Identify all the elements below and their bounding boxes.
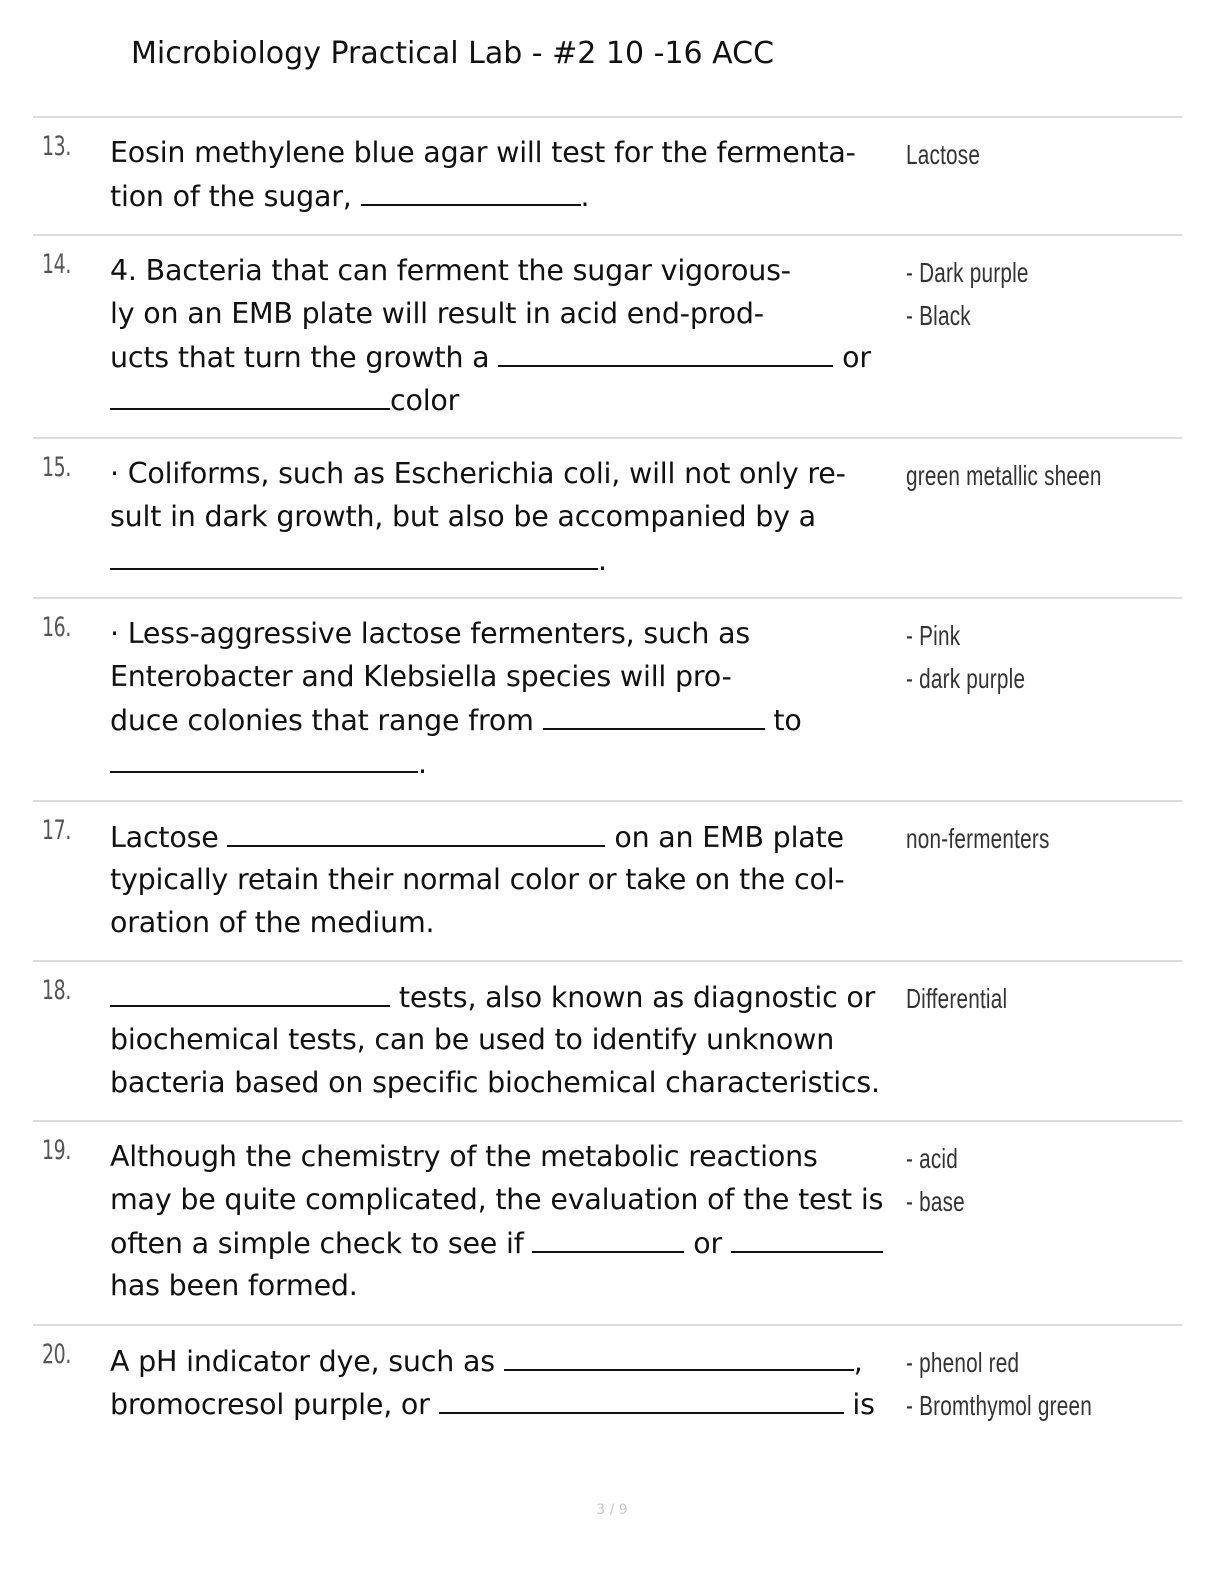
question-line xyxy=(110,1135,910,1178)
question-text-segment: or xyxy=(833,341,871,374)
question-text-segment: has been formed. xyxy=(110,1269,358,1302)
question-text-segment: or xyxy=(684,1227,731,1260)
answer-text: - phenol red xyxy=(906,1347,1020,1378)
row-divider xyxy=(33,1120,1182,1122)
question-number: 13. xyxy=(42,131,71,162)
question-line xyxy=(110,1061,910,1104)
answer-key xyxy=(906,251,1029,337)
question-text-segment: biochemical tests, can be used to identify unknown xyxy=(110,1023,835,1056)
question-number: 18. xyxy=(42,975,71,1006)
question-line xyxy=(110,655,910,698)
answer-key xyxy=(906,1341,1092,1427)
question-line xyxy=(110,698,910,741)
question-text-segment: Eosin methylene blue agar will test for the fermenta- xyxy=(110,136,856,169)
answer-blank xyxy=(504,1339,854,1371)
answer-text: Differential xyxy=(906,983,1008,1014)
question-text-segment: tests, also known as diagnostic or xyxy=(390,981,876,1014)
question-text xyxy=(110,131,910,217)
question-text-segment: bromocresol purple, or xyxy=(110,1388,439,1421)
question-text-segment: ly on an EMB plate will result in acid end-prod- xyxy=(110,297,764,330)
row-divider xyxy=(33,116,1182,118)
question-line xyxy=(110,495,910,538)
answer-text: - Bromthymol green xyxy=(906,1390,1092,1421)
question-line xyxy=(110,1382,910,1425)
question-line xyxy=(110,1221,910,1264)
answer-text: - acid xyxy=(906,1143,959,1174)
question-line xyxy=(110,538,910,581)
answer-blank xyxy=(227,815,605,847)
question-number: 20. xyxy=(42,1339,71,1370)
question-text-segment: · Coliforms, such as Escherichia coli, will not only re- xyxy=(110,457,846,490)
row-divider xyxy=(33,234,1182,236)
question-text-segment: duce colonies that range from xyxy=(110,704,543,737)
question-line xyxy=(110,452,910,495)
row-divider xyxy=(33,1324,1182,1326)
question-line xyxy=(110,815,910,858)
question-line xyxy=(110,1264,910,1307)
question-number: 17. xyxy=(42,815,71,846)
answer-key xyxy=(906,1137,965,1223)
answer-text: green metallic sheen xyxy=(906,460,1102,491)
question-line xyxy=(110,292,910,335)
question-text xyxy=(110,452,910,581)
question-text xyxy=(110,975,910,1104)
answer-blank xyxy=(532,1221,684,1253)
question-line xyxy=(110,131,910,174)
answer-text: non-fermenters xyxy=(906,823,1050,854)
question-line xyxy=(110,901,910,944)
question-number: 19. xyxy=(42,1135,71,1166)
question-text-segment: . xyxy=(580,180,590,213)
question-text-segment: often a simple check to see if xyxy=(110,1227,533,1260)
answer-blank xyxy=(439,1382,844,1414)
answer-key xyxy=(906,454,1102,497)
question-text xyxy=(110,1135,910,1307)
question-text xyxy=(110,1339,910,1425)
question-line xyxy=(110,975,910,1018)
answer-blank xyxy=(110,741,418,773)
question-text xyxy=(110,815,910,944)
question-line xyxy=(110,174,910,217)
answer-text: - Black xyxy=(906,300,971,331)
answer-text: - dark purple xyxy=(906,663,1026,694)
question-text-segment: , xyxy=(853,1345,863,1378)
question-text-segment: sult in dark growth, but also be accompanied by a xyxy=(110,500,816,533)
answer-blank xyxy=(731,1221,883,1253)
answer-blank xyxy=(110,538,598,570)
question-text-segment: Lactose xyxy=(110,821,228,854)
answer-key xyxy=(906,614,1025,700)
question-line xyxy=(110,1018,910,1061)
question-number: 15. xyxy=(42,452,71,483)
answer-key xyxy=(906,133,980,176)
answer-key xyxy=(906,977,1007,1020)
row-divider xyxy=(33,597,1182,599)
question-line xyxy=(110,1178,910,1221)
question-line xyxy=(110,249,910,292)
question-line xyxy=(110,335,910,378)
answer-blank xyxy=(110,975,390,1007)
question-text-segment: ucts that turn the growth a xyxy=(110,341,499,374)
question-number: 14. xyxy=(42,249,71,280)
question-text-segment: tion of the sugar, xyxy=(110,180,361,213)
page-number: 3 / 9 xyxy=(596,1502,628,1518)
answer-text: - base xyxy=(906,1186,965,1217)
question-line xyxy=(110,741,910,784)
row-divider xyxy=(33,437,1182,439)
answer-text: Lactose xyxy=(906,139,981,170)
question-line xyxy=(110,858,910,901)
question-text-segment: A pH indicator dye, such as xyxy=(110,1345,504,1378)
row-divider xyxy=(33,800,1182,802)
question-text-segment: · Less-aggressive lactose fermenters, such as xyxy=(110,617,751,650)
question-text-segment: . xyxy=(418,747,427,780)
question-text-segment: oration of the medium. xyxy=(110,906,435,939)
answer-key xyxy=(906,817,1050,860)
question-text-segment: Although the chemistry of the metabolic reactions xyxy=(110,1140,818,1173)
question-text-segment: to xyxy=(764,704,802,737)
question-line xyxy=(110,1339,910,1382)
question-text-segment: on an EMB plate xyxy=(605,821,844,854)
page-title: Microbiology Practical Lab - #2 10 -16 ACC xyxy=(131,36,775,71)
answer-blank xyxy=(361,174,581,206)
question-text-segment: typically retain their normal color or take on the col- xyxy=(110,863,845,896)
answer-blank xyxy=(110,378,390,410)
question-line xyxy=(110,378,910,421)
question-text xyxy=(110,612,910,784)
question-text-segment: bacteria based on specific biochemical characteristics. xyxy=(110,1066,880,1099)
question-text-segment: . xyxy=(598,544,607,577)
answer-text: - Pink xyxy=(906,620,961,651)
row-divider xyxy=(33,960,1182,962)
answer-blank xyxy=(498,335,833,367)
question-line xyxy=(110,612,910,655)
question-text-segment: color xyxy=(390,384,460,417)
question-number: 16. xyxy=(42,612,71,643)
question-text-segment: may be quite complicated, the evaluation of the test is xyxy=(110,1183,884,1216)
question-text xyxy=(110,249,910,421)
question-text-segment: 4. Bacteria that can ferment the sugar vigorous- xyxy=(110,254,791,287)
answer-text: - Dark purple xyxy=(906,257,1029,288)
answer-blank xyxy=(543,698,765,730)
question-text-segment: Enterobacter and Klebsiella species will pro- xyxy=(110,660,732,693)
question-text-segment: is xyxy=(843,1388,875,1421)
